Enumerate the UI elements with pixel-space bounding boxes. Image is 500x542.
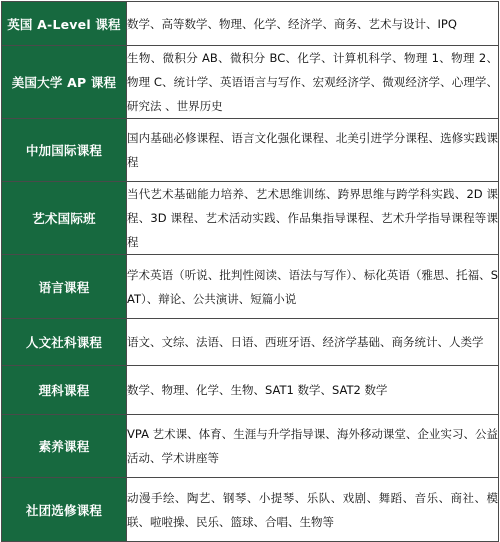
table-row: [2, 366, 499, 415]
table-row: [2, 119, 499, 182]
content-cell: 动漫手绘、陶艺、钢琴、小提琴、乐队、戏剧、舞蹈、音乐、商社、模联、啦啦操、民乐、篮球、合唱、生物等: [127, 478, 499, 542]
category-cell: 理科课程: [2, 366, 127, 415]
table-row: [2, 319, 499, 366]
content-cell: 学术英语（听说、批判性阅读、语法与写作）、标化英语（雅思、托福、SAT）、辩论、公共演讲、短篇小说: [127, 255, 499, 319]
category-cell: 美国大学 AP 课程: [2, 46, 127, 119]
category-cell: 素养课程: [2, 415, 127, 478]
category-cell: 中加国际课程: [2, 119, 127, 182]
category-cell: 语言课程: [2, 255, 127, 319]
table-row: [2, 415, 499, 478]
content-cell: 生物、微积分 AB、微积分 BC、化学、计算机科学、物理 1、物理 2、物理 C、统计学、英语语言与写作、宏观经济学、微观经济学、心理学、研究法 、世界历史: [127, 46, 499, 119]
table-row: [2, 182, 499, 255]
content-cell: 数学、高等数学、物理、化学、经济学、商务、艺术与设计、IPQ: [127, 2, 499, 46]
content-cell: 当代艺术基础能力培养、艺术思维训练、跨界思维与跨学科实践、2D 课程、3D 课程、艺术活动实践、作品集指导课程、艺术升学指导课程等课程: [127, 182, 499, 255]
table-row: [2, 46, 499, 119]
content-cell: VPA 艺术课、体育、生涯与升学指导课、海外移动课堂、企业实习、公益活动、学术讲座等: [127, 415, 499, 478]
table-row: [2, 255, 499, 319]
course-table: [1, 1, 499, 542]
content-cell: 语文、文综、法语、日语、西班牙语、经济学基础、商务统计、人类学: [127, 319, 499, 366]
category-cell: 人文社科课程: [2, 319, 127, 366]
category-cell: 社团选修课程: [2, 478, 127, 542]
category-cell: 艺术国际班: [2, 182, 127, 255]
table-row: [2, 478, 499, 542]
content-cell: 数学、物理、化学、生物、SAT1 数学、SAT2 数学: [127, 366, 499, 415]
category-cell: 英国 A-Level 课程: [2, 2, 127, 46]
content-cell: 国内基础必修课程、语言文化强化课程、北美引进学分课程、选修实践课程: [127, 119, 499, 182]
table-row: [2, 2, 499, 46]
